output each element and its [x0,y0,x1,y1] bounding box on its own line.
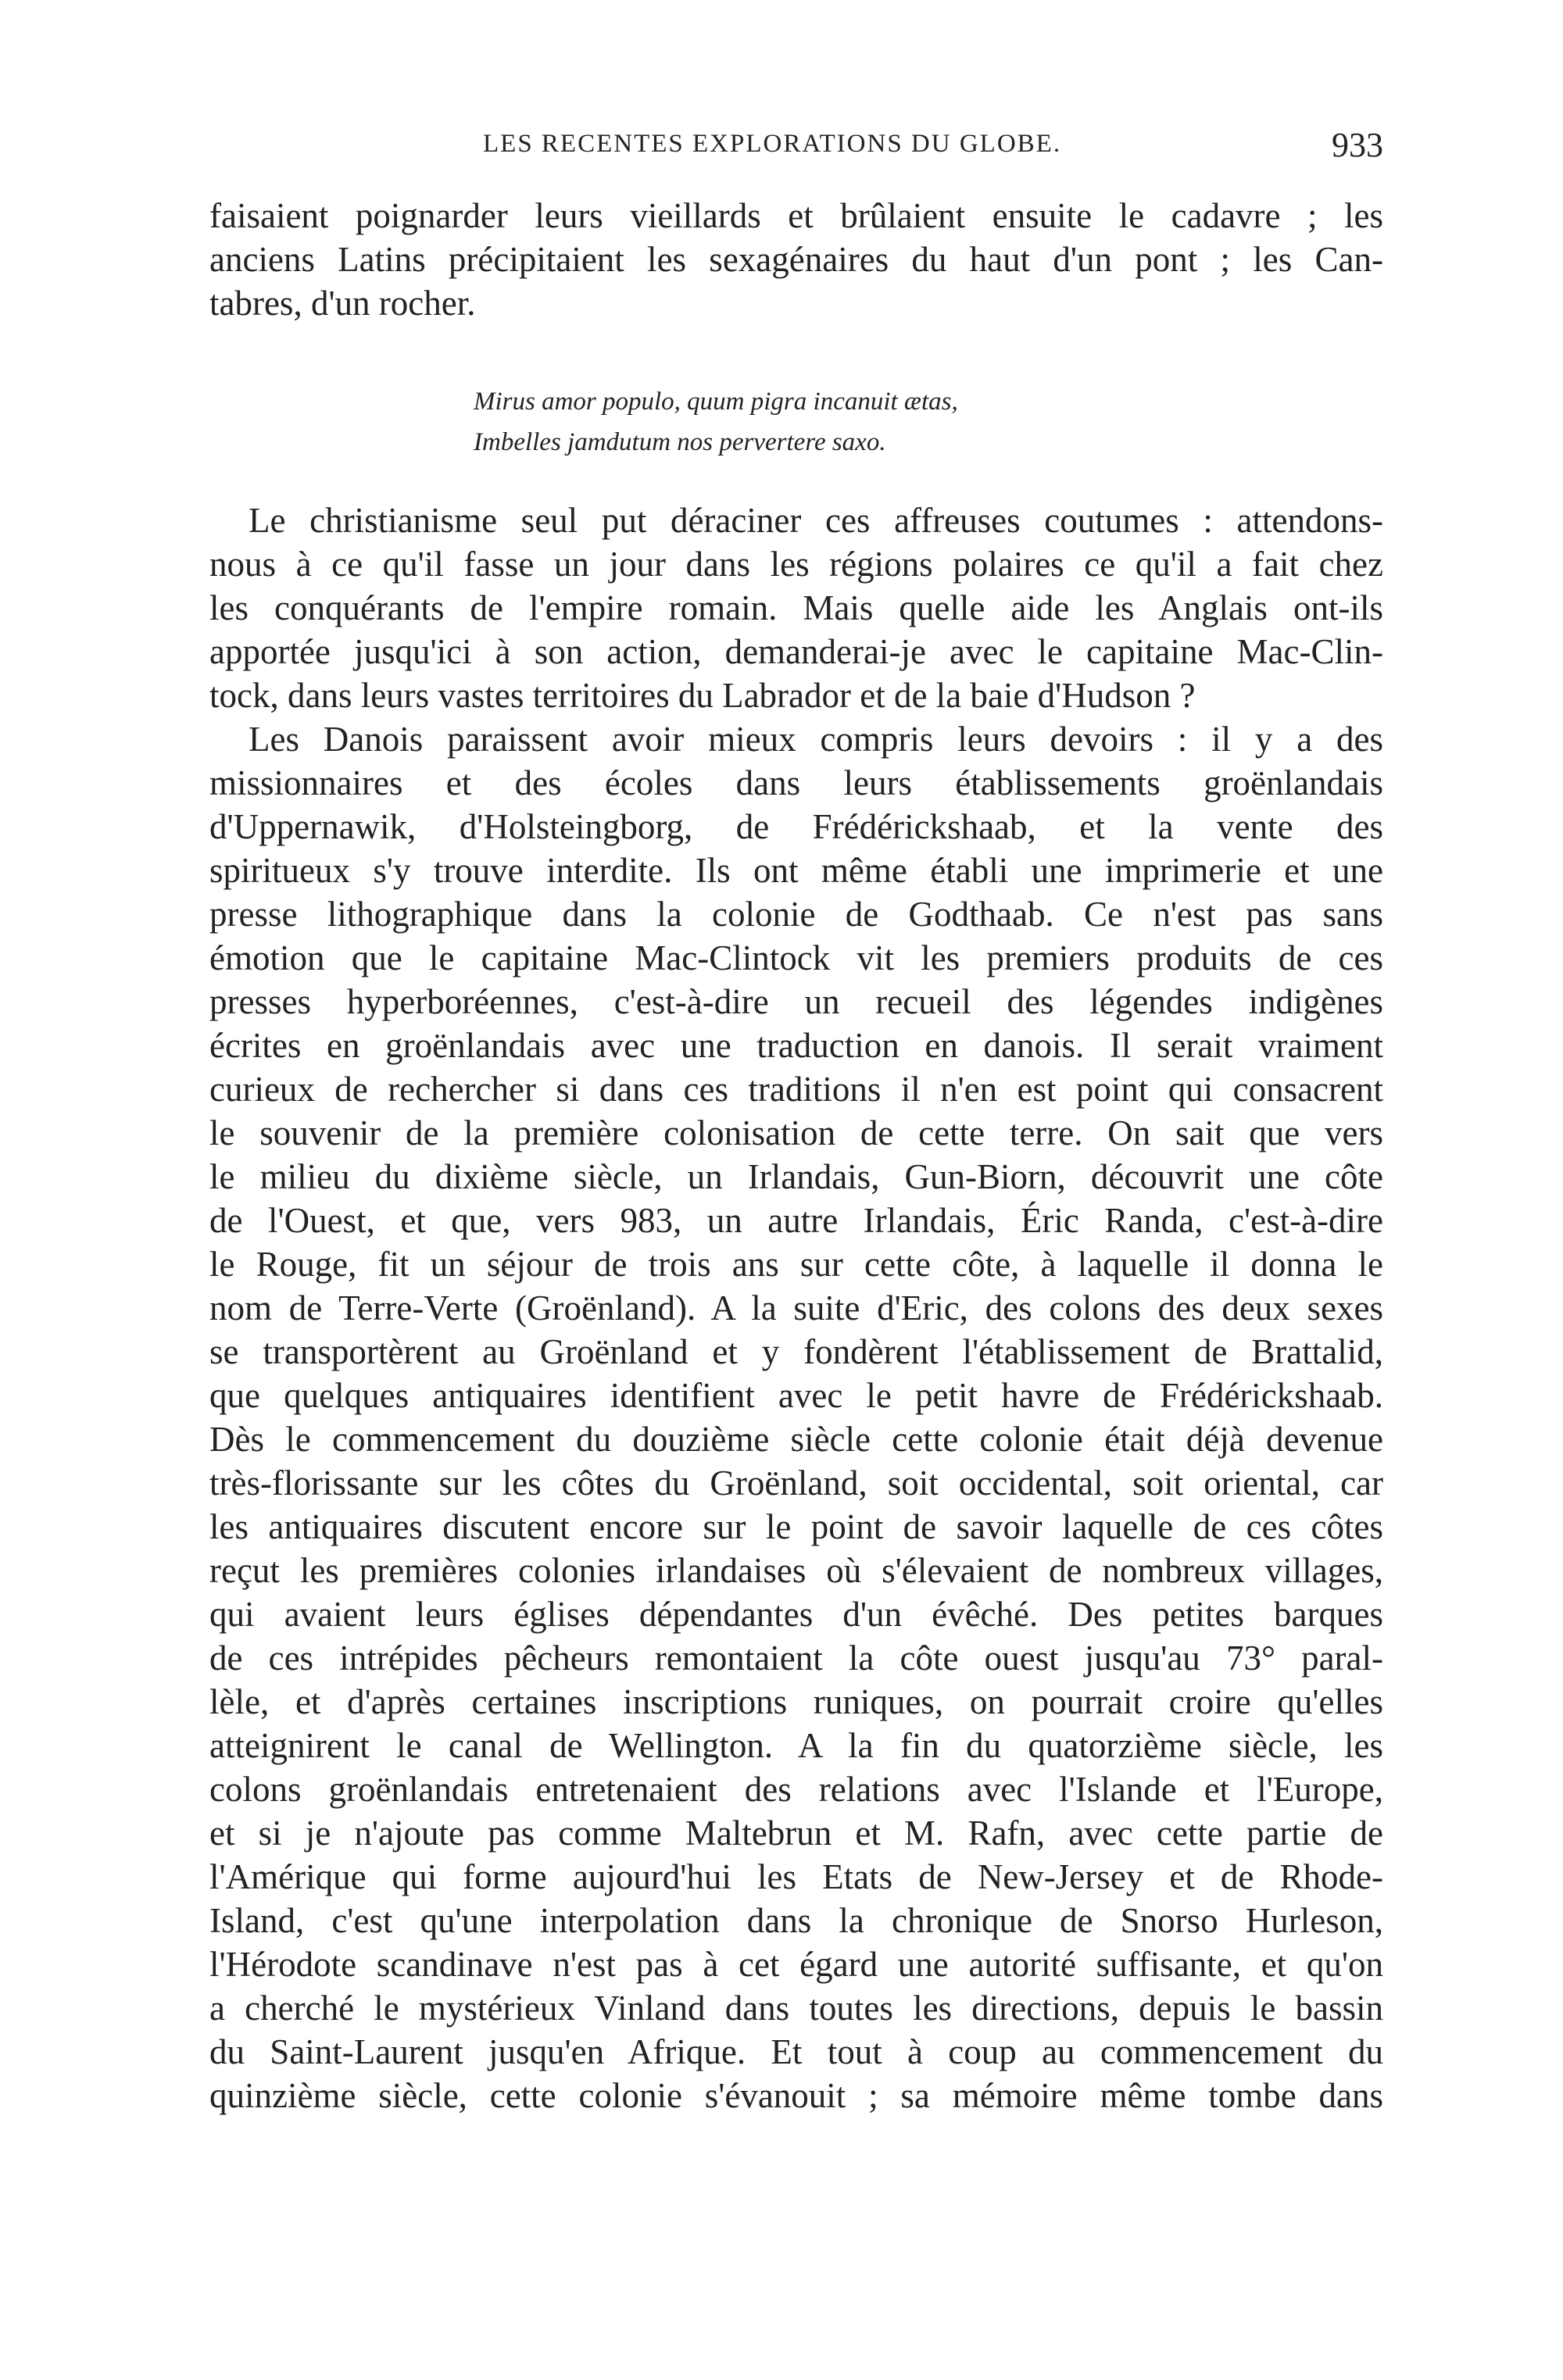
text-line: tock, dans leurs vastes territoires du Labrador et de la baie d'Hudson ? [209,676,1196,715]
text-line: l'Hérodote scandinave n'est pas à cet égard une autorité suffisante, et qu'on [209,1945,1383,1984]
text-line: très-florissante sur les côtes du Groënland, soit occidental, soit oriental, car [209,1463,1383,1503]
text-line: Le christianisme seul put déraciner ces affreuses coutumes : attendons- [249,501,1383,540]
text-line: faisaient poignarder leurs vieillards et brûlaient ensuite le cadavre ; les [209,196,1383,235]
text-line: du Saint-Laurent jusqu'en Afrique. Et tout à coup au commencement du [209,2032,1383,2071]
text-line: reçut les premières colonies irlandaises où s'élevaient de nombreux villages, [209,1551,1383,1590]
text-line: qui avaient leurs églises dépendantes d'un évêché. Des petites barques [209,1595,1383,1634]
running-title: LES RECENTES EXPLORATIONS DU GLOBE. [483,130,1062,158]
page-number: 933 [1332,126,1383,164]
text-line: apportée jusqu'ici à son action, demanderai-je avec le capitaine Mac-Clin- [209,632,1383,671]
text-line: lèle, et d'après certaines inscriptions runiques, on pourrait croire qu'elles [209,1682,1383,1721]
text-line: que quelques antiquaires identifient avec le petit havre de Frédérickshaab. [209,1376,1383,1415]
text-line: les conquérants de l'empire romain. Mais quelle aide les Anglais ont-ils [209,588,1383,627]
page-header [209,125,1383,172]
text-line: quinzième siècle, cette colonie s'évanouit ; sa mémoire même tombe dans [209,2076,1383,2115]
text-line: le milieu du dixième siècle, un Irlandais, Gun-Biorn, découvrit une côte [209,1157,1383,1196]
text-line: Les Danois paraissent avoir mieux compris leurs devoirs : il y a des [249,720,1383,759]
text-line: d'Uppernawik, d'Holsteingborg, de Frédérickshaab, et la vente des [209,807,1383,846]
text-line: et si je n'ajoute pas comme Maltebrun et M. Rafn, avec cette partie de [209,1814,1383,1853]
quote-line: Mirus amor populo, quum pigra incanuit ætas, [474,388,958,416]
text-line: écrites en groënlandais avec une traduction en danois. Il serait vraiment [209,1026,1383,1065]
text-line: colons groënlandais entretenaient des relations avec l'Islande et l'Europe, [209,1770,1383,1809]
text-line: Dès le commencement du douzième siècle cette colonie était déjà devenue [209,1420,1383,1459]
text-line: anciens Latins précipitaient les sexagénaires du haut d'un pont ; les Can- [209,240,1383,279]
text-line: curieux de rechercher si dans ces traditions il n'en est point qui consacrent [209,1070,1383,1109]
text-line: émotion que le capitaine Mac-Clintock vit les premiers produits de ces [209,938,1383,977]
text-line: presses hyperboréennes, c'est-à-dire un recueil des légendes indigènes [209,982,1383,1021]
text-line: le souvenir de la première colonisation de cette terre. On sait que vers [209,1113,1383,1152]
text-line: le Rouge, fit un séjour de trois ans sur cette côte, à laquelle il donna le [209,1245,1383,1284]
text-line: missionnaires et des écoles dans leurs établissements groënlandais [209,763,1383,802]
text-line: de ces intrépides pêcheurs remontaient la côte ouest jusqu'au 73° paral- [209,1638,1383,1678]
text-line: l'Amérique qui forme aujourd'hui les Etats de New-Jersey et de Rhode- [209,1857,1383,1896]
text-line: nom de Terre-Verte (Groënland). A la suite d'Eric, des colons des deux sexes [209,1288,1383,1328]
text-line: nous à ce qu'il fasse un jour dans les régions polaires ce qu'il a fait chez [209,545,1383,584]
text-line: de l'Ouest, et que, vers 983, un autre Irlandais, Éric Randa, c'est-à-dire [209,1201,1383,1240]
text-line: tabres, d'un rocher. [209,284,476,323]
text-line: presse lithographique dans la colonie de Godthaab. Ce n'est pas sans [209,895,1383,934]
text-line: se transportèrent au Groënland et y fondèrent l'établissement de Brattalid, [209,1332,1383,1371]
text-line: a cherché le mystérieux Vinland dans toutes les directions, depuis le bassin [209,1989,1383,2028]
body-text [209,194,1383,2303]
text-line: les antiquaires discutent encore sur le point de savoir laquelle de ces côtes [209,1507,1383,1546]
quote-line: Imbelles jamdutum nos pervertere saxo. [474,428,886,456]
text-line: spiritueux s'y trouve interdite. Ils ont même établi une imprimerie et une [209,851,1383,890]
text-line: atteignirent le canal de Wellington. A la fin du quatorzième siècle, les [209,1726,1383,1765]
text-line: Island, c'est qu'une interpolation dans la chronique de Snorso Hurleson, [209,1901,1383,1940]
